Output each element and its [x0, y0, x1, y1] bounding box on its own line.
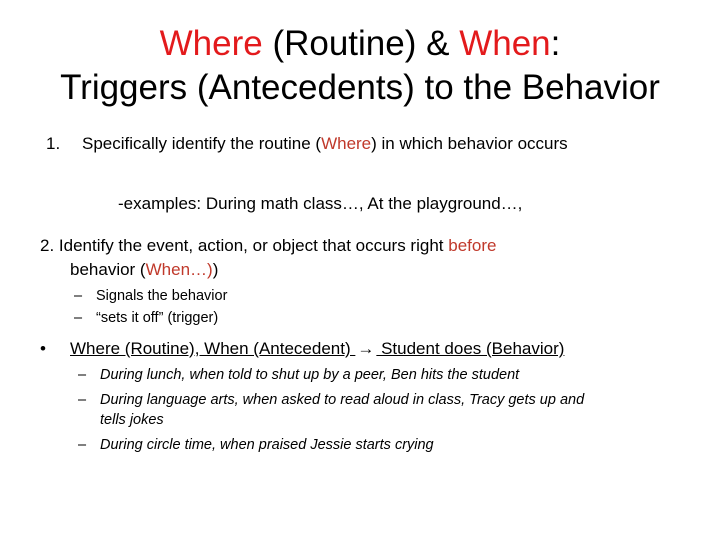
title-colon: : — [550, 24, 561, 63]
sub-item-text: “sets it off” (trigger) — [96, 310, 219, 326]
item-2-text-b: behavior ( — [70, 260, 146, 279]
item-2-before: before — [448, 236, 497, 255]
dash-marker: – — [78, 437, 87, 453]
item-1-text-b: ) in which behavior occurs — [371, 134, 568, 153]
dash-marker: – — [78, 367, 87, 383]
title-routine: (Routine) & — [262, 24, 460, 63]
examples-line: -examples: During math class…, At the playground…, — [118, 194, 523, 213]
example-text: During circle time, when praised Jessie starts crying — [100, 437, 434, 453]
item-1-where: Where — [321, 134, 372, 153]
bullet-formula — [40, 337, 564, 361]
item-1-number: 1. — [46, 134, 61, 153]
title-line2: Triggers (Antecedents) to the Behavior — [60, 68, 660, 107]
sub-item-text: Signals the behavior — [96, 288, 228, 304]
item-2-text-a: 2. Identify the event, action, or object that occurs right — [40, 236, 449, 255]
bullet-text-b: Student does (Behavior) — [376, 339, 565, 358]
title-when: When — [459, 24, 551, 63]
item-1 — [46, 132, 568, 156]
dash-marker: – — [78, 392, 87, 408]
example-text: During lunch, when told to shut up by a peer, Ben hits the student — [100, 367, 520, 383]
dash-marker: – — [74, 310, 83, 326]
slide-title — [20, 22, 700, 110]
title-where: Where — [159, 24, 263, 63]
sub-item-trigger — [74, 308, 218, 328]
example-text: During language arts, when asked to read aloud in class, Tracy gets up and — [100, 392, 585, 408]
bullet-text-a: Where (Routine), When (Antecedent) — [70, 339, 356, 358]
item-2-line2: behavior (When…)) — [70, 260, 219, 279]
example-lunch — [78, 365, 519, 385]
arrow-right-icon: → — [357, 339, 375, 358]
example-circle-time — [78, 435, 434, 455]
bullet-marker: • — [40, 339, 46, 358]
bullet-text — [70, 339, 564, 358]
example-language-arts — [78, 390, 678, 430]
item-2-when: When…) — [145, 260, 213, 279]
sub-item-signals — [74, 286, 227, 306]
item-2 — [40, 234, 680, 282]
dash-marker: – — [74, 288, 83, 304]
example-text-continued: tells jokes — [100, 412, 164, 428]
item-1-text-a: Specifically identify the routine ( — [82, 134, 322, 153]
